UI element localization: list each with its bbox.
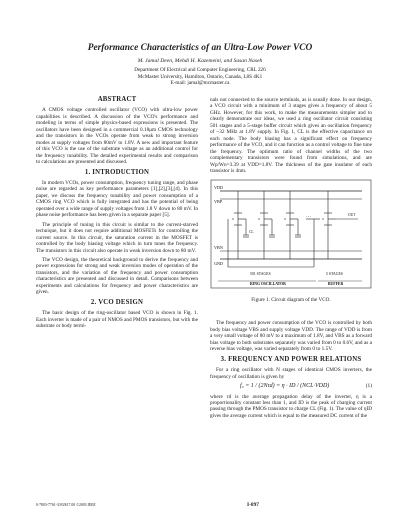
circuit-figure <box>210 177 372 317</box>
left-column <box>36 97 198 333</box>
freq-power-heading: 3. FREQUENCY AND POWER RELATIONS <box>220 355 362 363</box>
intro-paragraph: The principle of tuning in this circuit is similar to the current-starved technique, but it does not require additional MOSFETs for controlling the current source. In this circuit, the saturation current in the MOSFET is controlled by the body biasing voltage which in turn tunes the frequency. The transistors in this circuit also operate in weak inversion down to 80 mV. <box>36 221 198 254</box>
svg-text:…: … <box>306 214 311 220</box>
vbp-label: VBP <box>214 199 223 205</box>
ring-oscillator-label: RING OSCILLATOR <box>250 282 286 287</box>
intro-paragraph: The VCO design, the theoretical background to derive the frequency and power expressions for strong and weak inversion modes of operation of the transistors, and the variation of the frequency and power consumption characteristics are presented and discussed in detail. Comparisons between experiments and calculations for frequency and power characteristics are given. <box>36 256 198 296</box>
page-number: I-897 <box>247 502 259 508</box>
affiliation-line: E-mail: jamal@mcmaster.ca <box>170 80 230 87</box>
right-intro-paragraph: nals not connected to the source terminals, as is usually done. In our design, a VCO circuit with a minimum of 3 stages gives a frequency of about 5 GHz. However, for this work, to make the measurements simpler and to clearly demonstrate our ideas, we used a ring oscillator circuit consisting 501 stages and a 5-stage buffer circuit which gives an oscillation frequency of ~32 MHz at 1.8V supply. In Fig. 1, CL is the effective capacitance on each node. The body biasing has a significant effect on frequency performance of the VCO, and it can function as a control voltage to fine tune the frequency. The optimum ratio of channel widths of the two complementary transistors were found from simulations, and are Wp/Wn=3.39 at VDD=1.8V. The thickness of the gate insulator of each transistor is 4nm. <box>210 97 372 174</box>
circuit-diagram <box>210 177 372 295</box>
gnd-label: GND <box>214 261 224 267</box>
authors: M. Jamal Deen, Mehdi H. Kazemeini, and Sasan Naseh <box>137 58 263 64</box>
vco-design-paragraph: The basic design of the ring-oscillator based VCO is shown in Fig. 1. Each inverter is made of a pair of NMOS and PMOS transistors, but with the substrate or body termi- <box>36 310 198 330</box>
equation-number: (1) <box>365 383 372 390</box>
equation-text: f₀ = 1 / (2Nτd) = η · ID / (NCL·VDD) <box>240 383 330 390</box>
introduction-heading: 1. INTRODUCTION <box>84 168 150 176</box>
right-column <box>210 97 372 422</box>
output-label: OUT <box>348 213 356 218</box>
vdd-label: VDD <box>214 185 224 191</box>
affiliation <box>0 67 400 87</box>
paper-title: Performance Characteristics of an Ultra-Low Power VCO <box>87 43 313 53</box>
vbn-label: VBN <box>214 245 223 251</box>
abstract-heading: ABSTRACT <box>97 96 137 103</box>
affiliation-line: Department Of Electrical and Computer Engineering, CRL 226 <box>134 67 266 73</box>
right-paragraph: The frequency and power consumption of the VCO is controlled by both body bias voltage VBS and supply voltage VDD. The range of VDD is from a very small voltage of 80 mV to a maximum of 1.8V, and VBS as a forward bias voltage to both substrates separately was varied from 0 to 0.6V, and as a reverse bias voltage, was varied separately from 0 to 1.5V. <box>210 320 372 353</box>
cl-label: CL <box>249 230 254 235</box>
vco-design-heading: 2. VCO DESIGN <box>90 298 144 306</box>
footer-copyright: 0-7803-7761-3/03/$17.00 ©2003 IEEE <box>36 503 96 507</box>
affiliation-line: McMaster University, Hamilton, Ontario, Canada, L8S 4K1 <box>137 73 263 80</box>
freq-power-intro: For a ring oscillator with N stages of identical CMOS inverters, the frequency of oscillation is given by <box>210 367 372 380</box>
intro-paragraph: In modern VCOs, power consumption, frequency tuning range, and phase noise are regarded as key performance parameters [1],[2],[3],[4]. In this paper, we discuss the frequency tunability and power consumption of a CMOS ring VCO which is fully integrated and has the potential of being operated over a wide range of supply voltages from 1.8 V down to 80 mV. In phase noise performance has been given in a separate paper [5]. <box>36 179 198 219</box>
freq-power-after: where τd is the average propagation delay of the inverter, η is a proportionality constant less than 1, and ID is the peak of charging current passing through the PMOS transistor to charge CL (Fig. 1). The value of ηID gives the average current which is equal to the measured DC current of the <box>210 393 372 419</box>
buffer-label: BUFFER <box>328 282 344 287</box>
abstract-text: A CMOS voltage controlled oscillator (VCO) with ultra-low power capabilities is described. A discussion of the VCO's performance and modeling in terms of simple physics-based expressions is presented. The oscillators have been designed in a commercial 0.18μm CMOS technology and the transistors in the VCOs operate from weak to strong inversion modes at supply voltages from 80mV to 1.8V. A new and important feature of this VCO is the use of the substrate voltage as an additional control for the frequency tunability. The detailed experimental results and comparison to calculations are presented and discussed. <box>36 107 198 166</box>
figure-caption: Figure 1. Circuit diagram of the VCO. <box>251 297 331 304</box>
equation-1 <box>210 383 372 389</box>
stages-label: 501 STAGES <box>250 272 271 277</box>
buffer-stages-label: 5 STAGES <box>326 272 343 277</box>
